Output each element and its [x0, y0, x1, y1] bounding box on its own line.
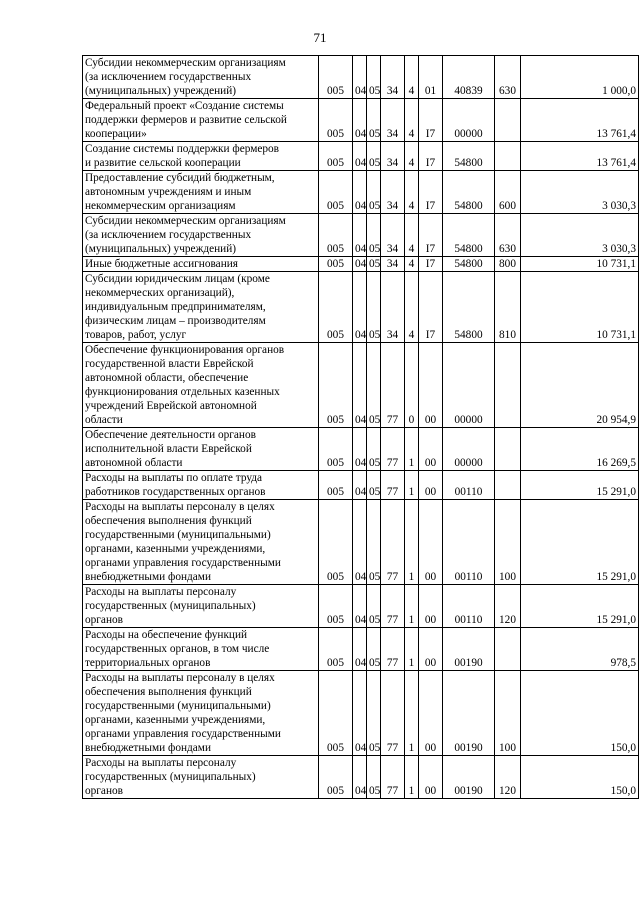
cell-ved: 005: [319, 471, 353, 500]
cell-name-line: исполнительной власти Еврейской: [85, 443, 252, 455]
cell-section: 04: [353, 628, 367, 671]
cell-name-line: государственных органов, в том числе: [85, 643, 270, 655]
cell-program: 34: [381, 257, 405, 272]
cell-project: 00: [419, 671, 443, 756]
cell-expense-type: [495, 142, 521, 171]
cell-name: [83, 585, 319, 628]
cell-subsection: 05: [367, 585, 381, 628]
cell-subsection: 05: [367, 428, 381, 471]
cell-name-line: Субсидии некоммерческим организациям: [85, 215, 286, 227]
cell-name-line: государственных (муниципальных): [85, 600, 256, 612]
cell-direction: 00190: [443, 756, 495, 799]
cell-expense-type: 120: [495, 585, 521, 628]
table-row: [83, 99, 639, 142]
cell-name-line: Расходы на выплаты по оплате труда: [85, 472, 263, 484]
cell-direction: 00000: [443, 99, 495, 142]
cell-ved: 005: [319, 585, 353, 628]
cell-ved: 005: [319, 500, 353, 585]
cell-name: [83, 756, 319, 799]
cell-amount: 13 761,4: [521, 142, 639, 171]
cell-name-line: органами управления государственными: [85, 728, 281, 740]
cell-ved: 005: [319, 756, 353, 799]
cell-amount: 150,0: [521, 671, 639, 756]
cell-direction: 54800: [443, 272, 495, 343]
cell-subsection: 05: [367, 171, 381, 214]
cell-amount: 1 000,0: [521, 56, 639, 99]
cell-subsection: 05: [367, 671, 381, 756]
cell-project: I7: [419, 272, 443, 343]
cell-program: 77: [381, 471, 405, 500]
cell-amount: 978,5: [521, 628, 639, 671]
cell-program: 34: [381, 171, 405, 214]
cell-name-line: учреждений Еврейской автономной: [85, 400, 257, 412]
cell-direction: 54800: [443, 171, 495, 214]
cell-section: 04: [353, 671, 367, 756]
cell-program: 34: [381, 272, 405, 343]
table-row: [83, 214, 639, 257]
cell-name-line: физическим лицам – производителям: [85, 315, 266, 327]
cell-program: 77: [381, 756, 405, 799]
cell-name-line: органов: [85, 785, 123, 797]
cell-name: [83, 428, 319, 471]
cell-expense-type: 600: [495, 171, 521, 214]
cell-name-line: государственными (муниципальными): [85, 529, 271, 541]
cell-name-line: органами, казенными учреждениями,: [85, 714, 266, 726]
cell-name-line: Расходы на выплаты персоналу в целях: [85, 672, 275, 684]
cell-expense-type: 630: [495, 56, 521, 99]
cell-subprogram: 4: [405, 171, 419, 214]
table-row: [83, 428, 639, 471]
cell-project: 00: [419, 628, 443, 671]
cell-section: 04: [353, 343, 367, 428]
cell-name-line: Расходы на обеспечение функций: [85, 629, 248, 641]
table-row: [83, 171, 639, 214]
cell-expense-type: [495, 628, 521, 671]
cell-subprogram: 4: [405, 214, 419, 257]
cell-program: 77: [381, 628, 405, 671]
cell-subprogram: 4: [405, 257, 419, 272]
cell-project: 00: [419, 428, 443, 471]
cell-program: 34: [381, 142, 405, 171]
cell-amount: 13 761,4: [521, 99, 639, 142]
cell-subprogram: 1: [405, 428, 419, 471]
cell-name-line: органов: [85, 614, 123, 626]
cell-name-line: индивидуальным предпринимателям,: [85, 301, 266, 313]
cell-name-line: поддержки фермеров и развитие сельской: [85, 114, 287, 126]
cell-project: 00: [419, 585, 443, 628]
cell-subprogram: 4: [405, 99, 419, 142]
cell-name-line: (за исключением государственных: [85, 71, 252, 83]
cell-subprogram: 1: [405, 756, 419, 799]
cell-project: 00: [419, 471, 443, 500]
cell-project: 00: [419, 500, 443, 585]
cell-subsection: 05: [367, 272, 381, 343]
cell-amount: 15 291,0: [521, 585, 639, 628]
cell-expense-type: 630: [495, 214, 521, 257]
cell-name-line: Иные бюджетные ассигнования: [85, 258, 238, 270]
cell-section: 04: [353, 272, 367, 343]
cell-amount: 3 030,3: [521, 214, 639, 257]
table-row: [83, 471, 639, 500]
cell-project: I7: [419, 171, 443, 214]
cell-program: 77: [381, 428, 405, 471]
cell-ved: 005: [319, 214, 353, 257]
cell-name-line: Расходы на выплаты персоналу: [85, 757, 237, 769]
cell-name-line: государственных (муниципальных): [85, 771, 256, 783]
cell-name: [83, 500, 319, 585]
cell-section: 04: [353, 99, 367, 142]
table-row: [83, 628, 639, 671]
cell-name-line: (муниципальных) учреждений): [85, 243, 237, 255]
cell-ved: 005: [319, 99, 353, 142]
cell-name: [83, 142, 319, 171]
cell-name: [83, 171, 319, 214]
cell-expense-type: [495, 471, 521, 500]
cell-expense-type: [495, 343, 521, 428]
table-row: [83, 257, 639, 272]
cell-name-line: работников государственных органов: [85, 486, 266, 498]
cell-name: [83, 671, 319, 756]
cell-name: [83, 99, 319, 142]
table-row: [83, 671, 639, 756]
cell-name-line: Субсидии юридическим лицам (кроме: [85, 273, 270, 285]
cell-subprogram: 1: [405, 671, 419, 756]
cell-project: I7: [419, 257, 443, 272]
cell-name-line: функционирования отдельных казенных: [85, 386, 280, 398]
cell-expense-type: 100: [495, 500, 521, 585]
cell-subprogram: 1: [405, 585, 419, 628]
cell-section: 04: [353, 214, 367, 257]
cell-section: 04: [353, 171, 367, 214]
cell-direction: 00190: [443, 628, 495, 671]
cell-project: 01: [419, 56, 443, 99]
cell-program: 77: [381, 671, 405, 756]
cell-amount: 15 291,0: [521, 471, 639, 500]
cell-name-line: Субсидии некоммерческим организациям: [85, 57, 286, 69]
cell-name: [83, 214, 319, 257]
cell-name: [83, 56, 319, 99]
cell-name-line: автономной области, обеспечение: [85, 372, 249, 384]
cell-project: I7: [419, 142, 443, 171]
cell-subsection: 05: [367, 142, 381, 171]
cell-direction: 00110: [443, 585, 495, 628]
table-row: [83, 56, 639, 99]
cell-name: [83, 272, 319, 343]
cell-subsection: 05: [367, 214, 381, 257]
cell-name-line: (муниципальных) учреждений): [85, 85, 237, 97]
cell-section: 04: [353, 500, 367, 585]
budget-table: [82, 55, 639, 799]
cell-name-line: Создание системы поддержки фермеров: [85, 143, 280, 155]
cell-program: 77: [381, 585, 405, 628]
cell-direction: 00000: [443, 343, 495, 428]
cell-name-line: государственной власти Еврейской: [85, 358, 254, 370]
cell-subsection: 05: [367, 99, 381, 142]
cell-name: [83, 628, 319, 671]
cell-direction: 54800: [443, 257, 495, 272]
cell-subsection: 05: [367, 343, 381, 428]
cell-project: I7: [419, 99, 443, 142]
cell-subsection: 05: [367, 471, 381, 500]
cell-project: 00: [419, 343, 443, 428]
cell-direction: 54800: [443, 142, 495, 171]
table-row: [83, 585, 639, 628]
cell-name: [83, 343, 319, 428]
cell-name-line: территориальных органов: [85, 657, 211, 669]
cell-subprogram: 4: [405, 56, 419, 99]
cell-name-line: органами, казенными учреждениями,: [85, 543, 266, 555]
cell-section: 04: [353, 428, 367, 471]
cell-ved: 005: [319, 343, 353, 428]
cell-name-line: кооперации»: [85, 128, 147, 140]
cell-name-line: автономной области: [85, 457, 183, 469]
cell-name-line: автономным учреждениям и иным: [85, 186, 252, 198]
cell-name-line: области: [85, 414, 123, 426]
cell-program: 34: [381, 214, 405, 257]
cell-section: 04: [353, 257, 367, 272]
cell-name-line: (за исключением государственных: [85, 229, 252, 241]
cell-section: 04: [353, 756, 367, 799]
cell-name-line: Федеральный проект «Создание системы: [85, 100, 284, 112]
cell-direction: 54800: [443, 214, 495, 257]
cell-expense-type: 810: [495, 272, 521, 343]
cell-direction: 00110: [443, 500, 495, 585]
cell-name-line: некоммерческих организаций),: [85, 287, 235, 299]
cell-subprogram: 4: [405, 272, 419, 343]
cell-subsection: 05: [367, 257, 381, 272]
cell-name-line: обеспечения выполнения функций: [85, 515, 252, 527]
table-row: [83, 142, 639, 171]
cell-name: [83, 257, 319, 272]
cell-name-line: Обеспечение функционирования органов: [85, 344, 285, 356]
cell-name-line: товаров, работ, услуг: [85, 329, 187, 341]
cell-expense-type: 800: [495, 257, 521, 272]
cell-expense-type: 120: [495, 756, 521, 799]
cell-program: 77: [381, 500, 405, 585]
cell-subsection: 05: [367, 628, 381, 671]
cell-program: 34: [381, 56, 405, 99]
cell-section: 04: [353, 142, 367, 171]
cell-ved: 005: [319, 171, 353, 214]
cell-program: 77: [381, 343, 405, 428]
cell-project: I7: [419, 214, 443, 257]
cell-section: 04: [353, 471, 367, 500]
cell-program: 34: [381, 99, 405, 142]
cell-name-line: обеспечения выполнения функций: [85, 686, 252, 698]
cell-amount: 15 291,0: [521, 500, 639, 585]
cell-subprogram: 1: [405, 500, 419, 585]
cell-name-line: внебюджетными фондами: [85, 571, 211, 583]
cell-subprogram: 4: [405, 142, 419, 171]
cell-direction: 00000: [443, 428, 495, 471]
table-row: [83, 500, 639, 585]
cell-section: 04: [353, 585, 367, 628]
cell-ved: 005: [319, 671, 353, 756]
cell-name-line: Расходы на выплаты персоналу в целях: [85, 501, 275, 513]
cell-subprogram: 1: [405, 628, 419, 671]
cell-expense-type: [495, 99, 521, 142]
cell-amount: 10 731,1: [521, 272, 639, 343]
cell-name-line: государственными (муниципальными): [85, 700, 271, 712]
cell-name-line: органами управления государственными: [85, 557, 281, 569]
page-number: 71: [313, 30, 327, 45]
cell-ved: 005: [319, 257, 353, 272]
cell-direction: 00190: [443, 671, 495, 756]
cell-ved: 005: [319, 56, 353, 99]
cell-direction: 40839: [443, 56, 495, 99]
cell-amount: 3 030,3: [521, 171, 639, 214]
cell-name-line: Обеспечение деятельности органов: [85, 429, 256, 441]
cell-name-line: и развитие сельской кооперации: [85, 157, 241, 169]
cell-amount: 20 954,9: [521, 343, 639, 428]
cell-subsection: 05: [367, 56, 381, 99]
cell-subsection: 05: [367, 500, 381, 585]
cell-expense-type: 100: [495, 671, 521, 756]
cell-subsection: 05: [367, 756, 381, 799]
cell-project: 00: [419, 756, 443, 799]
cell-direction: 00110: [443, 471, 495, 500]
cell-amount: 150,0: [521, 756, 639, 799]
cell-expense-type: [495, 428, 521, 471]
cell-name-line: некоммерческим организациям: [85, 200, 236, 212]
cell-ved: 005: [319, 272, 353, 343]
cell-ved: 005: [319, 628, 353, 671]
cell-name-line: внебюджетными фондами: [85, 742, 211, 754]
cell-subprogram: 1: [405, 471, 419, 500]
cell-name: [83, 471, 319, 500]
cell-ved: 005: [319, 142, 353, 171]
cell-amount: 16 269,5: [521, 428, 639, 471]
cell-ved: 005: [319, 428, 353, 471]
table-row: [83, 756, 639, 799]
cell-amount: 10 731,1: [521, 257, 639, 272]
cell-subprogram: 0: [405, 343, 419, 428]
table-row: [83, 343, 639, 428]
table-row: [83, 272, 639, 343]
cell-name-line: Предоставление субсидий бюджетным,: [85, 172, 275, 184]
cell-name-line: Расходы на выплаты персоналу: [85, 586, 237, 598]
cell-section: 04: [353, 56, 367, 99]
